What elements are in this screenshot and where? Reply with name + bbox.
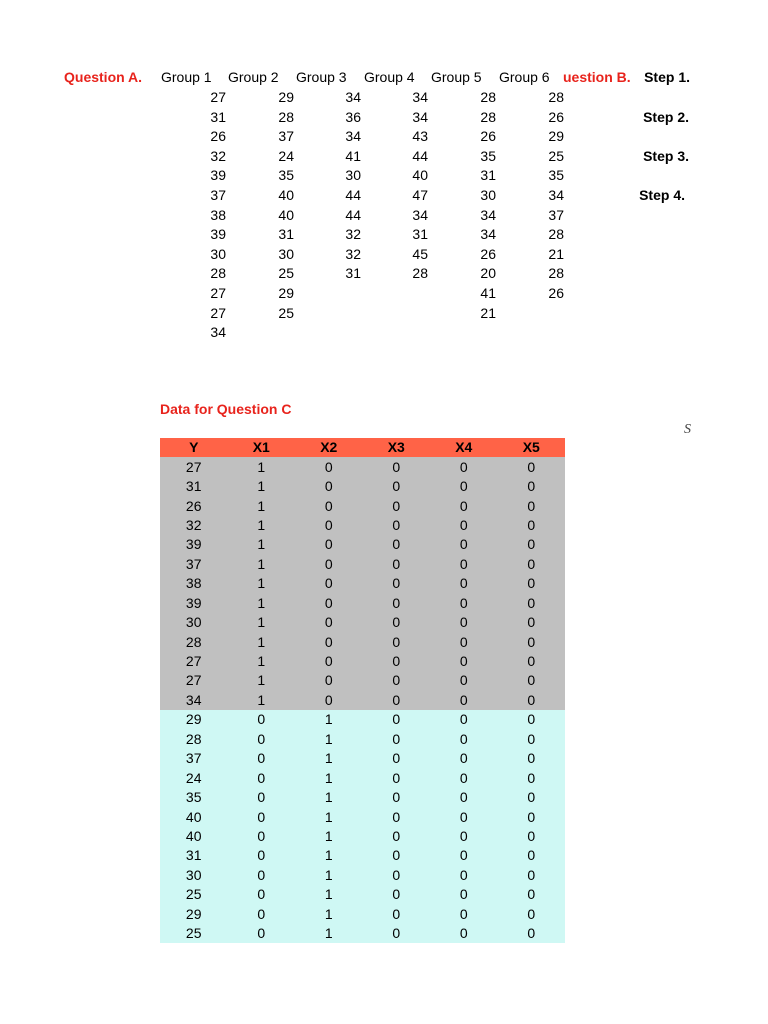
group-value-cell: 21 (548, 245, 564, 262)
group-value-cell: 26 (210, 128, 226, 145)
table-cell: 0 (363, 710, 431, 729)
table-cell: 1 (228, 574, 296, 593)
table-cell: 0 (498, 730, 566, 749)
table-cell: 0 (228, 827, 296, 846)
group-value-cell: 26 (548, 108, 564, 125)
group-4-values (398, 88, 428, 284)
group-2-values (264, 88, 294, 323)
table-cell: 0 (498, 496, 566, 515)
table-cell: 0 (498, 652, 566, 671)
table-row (160, 866, 565, 885)
group-value-cell: 27 (210, 304, 226, 321)
table-cell: 0 (430, 905, 498, 924)
table-cell: 29 (160, 905, 228, 924)
table-cell: 1 (228, 691, 296, 710)
table-cell: 29 (160, 710, 228, 729)
column-header-x5: X5 (498, 438, 566, 457)
table-cell: 1 (295, 905, 363, 924)
group-value-cell: 32 (345, 226, 361, 243)
group-value-cell: 37 (210, 186, 226, 203)
table-cell: 0 (295, 652, 363, 671)
table-cell: 35 (160, 788, 228, 807)
table-row (160, 710, 565, 729)
table-row (160, 594, 565, 613)
group-value-cell: 32 (210, 147, 226, 164)
group-value-cell: 25 (278, 304, 294, 321)
table-cell: 0 (363, 749, 431, 768)
table-cell: 1 (228, 671, 296, 690)
table-row (160, 613, 565, 632)
group-value-cell: 21 (480, 304, 496, 321)
table-cell: 0 (498, 749, 566, 768)
group-value-cell: 44 (345, 206, 361, 223)
table-cell: 0 (430, 691, 498, 710)
table-row (160, 924, 565, 943)
group-value-cell: 24 (278, 147, 294, 164)
group-value-cell: 35 (548, 167, 564, 184)
group-value-cell: 26 (548, 284, 564, 301)
table-cell: 0 (295, 555, 363, 574)
table-cell: 1 (295, 866, 363, 885)
table-cell: 0 (430, 632, 498, 651)
group-value-cell: 37 (278, 128, 294, 145)
table-cell: 0 (498, 924, 566, 943)
table-cell: 0 (363, 788, 431, 807)
group-value-cell: 34 (480, 226, 496, 243)
table-row (160, 846, 565, 865)
group-4-header: Group 4 (364, 69, 415, 85)
table-cell: 0 (430, 477, 498, 496)
group-5-values (466, 88, 496, 323)
group-value-cell: 34 (210, 324, 226, 341)
table-row (160, 457, 565, 476)
table-row (160, 496, 565, 515)
table-row (160, 885, 565, 904)
table-cell: 31 (160, 846, 228, 865)
table-cell: 1 (295, 710, 363, 729)
table-cell: 0 (228, 730, 296, 749)
group-value-cell: 29 (278, 284, 294, 301)
group-value-cell: 26 (480, 245, 496, 262)
table-cell: 0 (498, 613, 566, 632)
group-value-cell: 29 (548, 128, 564, 145)
group-value-cell: 31 (345, 265, 361, 282)
table-cell: 0 (295, 457, 363, 476)
table-cell: 0 (498, 594, 566, 613)
group-value-cell: 28 (412, 265, 428, 282)
table-cell: 0 (363, 632, 431, 651)
group-value-cell: 26 (480, 128, 496, 145)
question-b-label: uestion B. (563, 69, 631, 85)
table-cell: 1 (228, 594, 296, 613)
table-row (160, 749, 565, 768)
table-cell: 0 (430, 749, 498, 768)
group-value-cell: 35 (278, 167, 294, 184)
group-value-cell: 31 (412, 226, 428, 243)
table-cell: 1 (228, 652, 296, 671)
table-cell: 0 (363, 807, 431, 826)
table-cell: 0 (295, 671, 363, 690)
column-header-y: Y (160, 438, 228, 457)
group-value-cell: 30 (480, 186, 496, 203)
table-cell: 37 (160, 555, 228, 574)
group-value-cell: 25 (548, 147, 564, 164)
table-cell: 40 (160, 827, 228, 846)
table-cell: 1 (295, 730, 363, 749)
table-cell: 0 (363, 768, 431, 787)
table-cell: 39 (160, 535, 228, 554)
table-row (160, 671, 565, 690)
group-value-cell: 41 (345, 147, 361, 164)
table-cell: 0 (295, 516, 363, 535)
table-cell: 0 (430, 594, 498, 613)
table-cell: 0 (363, 535, 431, 554)
group-6-header: Group 6 (499, 69, 550, 85)
group-value-cell: 30 (345, 167, 361, 184)
group-value-cell: 32 (345, 245, 361, 262)
table-cell: 0 (430, 885, 498, 904)
clipped-text-fragment: S (684, 422, 691, 437)
step-3-label: Step 3. (643, 148, 689, 164)
table-row (160, 905, 565, 924)
group-value-cell: 36 (345, 108, 361, 125)
table-cell: 0 (430, 807, 498, 826)
table-cell: 0 (363, 885, 431, 904)
table-cell: 1 (228, 516, 296, 535)
table-cell: 1 (228, 477, 296, 496)
table-cell: 0 (295, 594, 363, 613)
group-value-cell: 40 (278, 206, 294, 223)
table-row (160, 827, 565, 846)
table-cell: 1 (228, 496, 296, 515)
table-cell: 40 (160, 807, 228, 826)
table-cell: 0 (498, 885, 566, 904)
group-3-values (331, 88, 361, 284)
table-cell: 39 (160, 594, 228, 613)
group-value-cell: 47 (412, 186, 428, 203)
table-cell: 0 (498, 788, 566, 807)
table-cell: 0 (430, 496, 498, 515)
group-value-cell: 30 (210, 245, 226, 262)
group-value-cell: 27 (210, 284, 226, 301)
table-cell: 0 (363, 905, 431, 924)
group-value-cell: 34 (412, 206, 428, 223)
group-value-cell: 34 (548, 186, 564, 203)
group-value-cell: 34 (412, 89, 428, 105)
group-value-cell: 39 (210, 167, 226, 184)
group-value-cell: 40 (278, 186, 294, 203)
table-cell: 0 (430, 516, 498, 535)
group-1-header: Group 1 (161, 69, 212, 85)
group-value-cell: 34 (345, 89, 361, 105)
table-cell: 0 (498, 671, 566, 690)
table-cell: 1 (295, 749, 363, 768)
table-cell: 28 (160, 632, 228, 651)
group-3-header: Group 3 (296, 69, 347, 85)
table-row (160, 516, 565, 535)
group-value-cell: 41 (480, 284, 496, 301)
table-cell: 0 (363, 516, 431, 535)
table-cell: 1 (228, 535, 296, 554)
table-cell: 0 (363, 555, 431, 574)
table-cell: 0 (228, 866, 296, 885)
group-value-cell: 28 (548, 226, 564, 243)
group-value-cell: 27 (210, 89, 226, 105)
table-cell: 1 (295, 788, 363, 807)
table-cell: 0 (430, 457, 498, 476)
table-cell: 0 (430, 652, 498, 671)
group-value-cell: 28 (480, 89, 496, 105)
table-cell: 0 (228, 788, 296, 807)
group-value-cell: 28 (548, 265, 564, 282)
table-cell: 30 (160, 866, 228, 885)
group-value-cell: 30 (278, 245, 294, 262)
table-cell: 0 (295, 535, 363, 554)
column-header-x1: X1 (228, 438, 296, 457)
group-value-cell: 38 (210, 206, 226, 223)
group-value-cell: 44 (345, 186, 361, 203)
table-cell: 0 (430, 924, 498, 943)
group-6-values (534, 88, 564, 304)
table-cell: 0 (498, 846, 566, 865)
table-cell: 0 (430, 613, 498, 632)
table-row (160, 652, 565, 671)
table-cell: 0 (363, 457, 431, 476)
group-value-cell: 37 (548, 206, 564, 223)
group-value-cell: 31 (210, 108, 226, 125)
table-row (160, 555, 565, 574)
table-cell: 0 (430, 768, 498, 787)
table-row (160, 535, 565, 554)
step-1-label: Step 1. (644, 69, 690, 85)
table-cell: 0 (363, 613, 431, 632)
table-cell: 0 (498, 710, 566, 729)
group-value-cell: 34 (345, 128, 361, 145)
group-value-cell: 28 (548, 89, 564, 105)
table-cell: 0 (430, 788, 498, 807)
table-cell: 0 (295, 574, 363, 593)
group-value-cell: 29 (278, 89, 294, 105)
table-cell: 24 (160, 768, 228, 787)
table-cell: 0 (430, 671, 498, 690)
table-cell: 0 (363, 671, 431, 690)
table-row (160, 632, 565, 651)
table-cell: 0 (430, 555, 498, 574)
table-cell: 25 (160, 924, 228, 943)
table-row (160, 730, 565, 749)
table-cell: 0 (498, 905, 566, 924)
group-value-cell: 28 (480, 108, 496, 125)
group-5-header: Group 5 (431, 69, 482, 85)
table-cell: 1 (228, 632, 296, 651)
table-cell: 0 (430, 574, 498, 593)
table-cell: 1 (295, 768, 363, 787)
column-header-x2: X2 (295, 438, 363, 457)
table-cell: 0 (228, 924, 296, 943)
table-cell: 0 (295, 691, 363, 710)
table-cell: 0 (295, 632, 363, 651)
table-cell: 0 (363, 477, 431, 496)
question-a-label: Question A. (64, 69, 143, 85)
table-cell: 0 (430, 827, 498, 846)
table-cell: 0 (498, 866, 566, 885)
table-cell: 27 (160, 652, 228, 671)
table-cell: 0 (228, 768, 296, 787)
table-cell: 0 (295, 613, 363, 632)
table-cell: 0 (363, 866, 431, 885)
column-header-x4: X4 (430, 438, 498, 457)
column-header-x3: X3 (363, 438, 431, 457)
table-cell: 1 (295, 924, 363, 943)
group-value-cell: 35 (480, 147, 496, 164)
table-cell: 0 (363, 574, 431, 593)
table-cell: 0 (363, 496, 431, 515)
table-cell: 0 (430, 846, 498, 865)
table-cell: 0 (498, 535, 566, 554)
table-cell: 1 (228, 457, 296, 476)
table-cell: 0 (295, 477, 363, 496)
table-row (160, 691, 565, 710)
table-body (160, 457, 565, 943)
group-1-values (196, 88, 226, 343)
step-4-label: Step 4. (639, 187, 685, 203)
table-cell: 28 (160, 730, 228, 749)
table-cell: 0 (295, 496, 363, 515)
table-cell: 27 (160, 671, 228, 690)
group-value-cell: 20 (480, 265, 496, 282)
table-cell: 1 (295, 885, 363, 904)
table-header-row (160, 438, 565, 457)
table-cell: 0 (498, 555, 566, 574)
table-cell: 0 (498, 691, 566, 710)
group-value-cell: 28 (278, 108, 294, 125)
step-2-label: Step 2. (643, 109, 689, 125)
group-value-cell: 34 (412, 108, 428, 125)
group-2-header: Group 2 (228, 69, 279, 85)
table-cell: 0 (498, 807, 566, 826)
group-value-cell: 43 (412, 128, 428, 145)
table-cell: 0 (363, 652, 431, 671)
table-cell: 38 (160, 574, 228, 593)
table-cell: 0 (228, 710, 296, 729)
group-value-cell: 39 (210, 226, 226, 243)
table-cell: 0 (430, 535, 498, 554)
table-cell: 0 (363, 846, 431, 865)
table-cell: 0 (228, 905, 296, 924)
table-cell: 30 (160, 613, 228, 632)
group-value-cell: 44 (412, 147, 428, 164)
group-value-cell: 31 (480, 167, 496, 184)
table-cell: 0 (228, 807, 296, 826)
table-cell: 0 (498, 827, 566, 846)
table-cell: 0 (363, 827, 431, 846)
table-cell: 25 (160, 885, 228, 904)
table-cell: 0 (228, 749, 296, 768)
table-row (160, 807, 565, 826)
table-cell: 37 (160, 749, 228, 768)
table-cell: 0 (498, 477, 566, 496)
group-value-cell: 25 (278, 265, 294, 282)
table-cell: 0 (498, 632, 566, 651)
table-cell: 34 (160, 691, 228, 710)
table-row (160, 477, 565, 496)
group-value-cell: 31 (278, 226, 294, 243)
table-cell: 0 (430, 710, 498, 729)
table-cell: 0 (498, 516, 566, 535)
table-cell: 0 (228, 846, 296, 865)
group-value-cell: 40 (412, 167, 428, 184)
table-cell: 0 (363, 730, 431, 749)
question-c-data-table (160, 438, 565, 943)
table-row (160, 768, 565, 787)
group-value-cell: 34 (480, 206, 496, 223)
question-c-label: Data for Question C (160, 401, 292, 417)
table-cell: 1 (295, 827, 363, 846)
table-cell: 32 (160, 516, 228, 535)
table-row (160, 788, 565, 807)
table-cell: 1 (295, 846, 363, 865)
table-cell: 31 (160, 477, 228, 496)
table-cell: 26 (160, 496, 228, 515)
table-cell: 0 (430, 866, 498, 885)
table-cell: 0 (498, 768, 566, 787)
group-value-cell: 28 (210, 265, 226, 282)
table-cell: 27 (160, 457, 228, 476)
table-cell: 0 (498, 457, 566, 476)
table-cell: 0 (228, 885, 296, 904)
table-cell: 0 (430, 730, 498, 749)
table-cell: 0 (363, 691, 431, 710)
group-value-cell: 45 (412, 245, 428, 262)
table-cell: 0 (498, 574, 566, 593)
table-cell: 1 (295, 807, 363, 826)
table-cell: 0 (363, 594, 431, 613)
table-cell: 1 (228, 613, 296, 632)
table-cell: 1 (228, 555, 296, 574)
table-row (160, 574, 565, 593)
table-cell: 0 (363, 924, 431, 943)
